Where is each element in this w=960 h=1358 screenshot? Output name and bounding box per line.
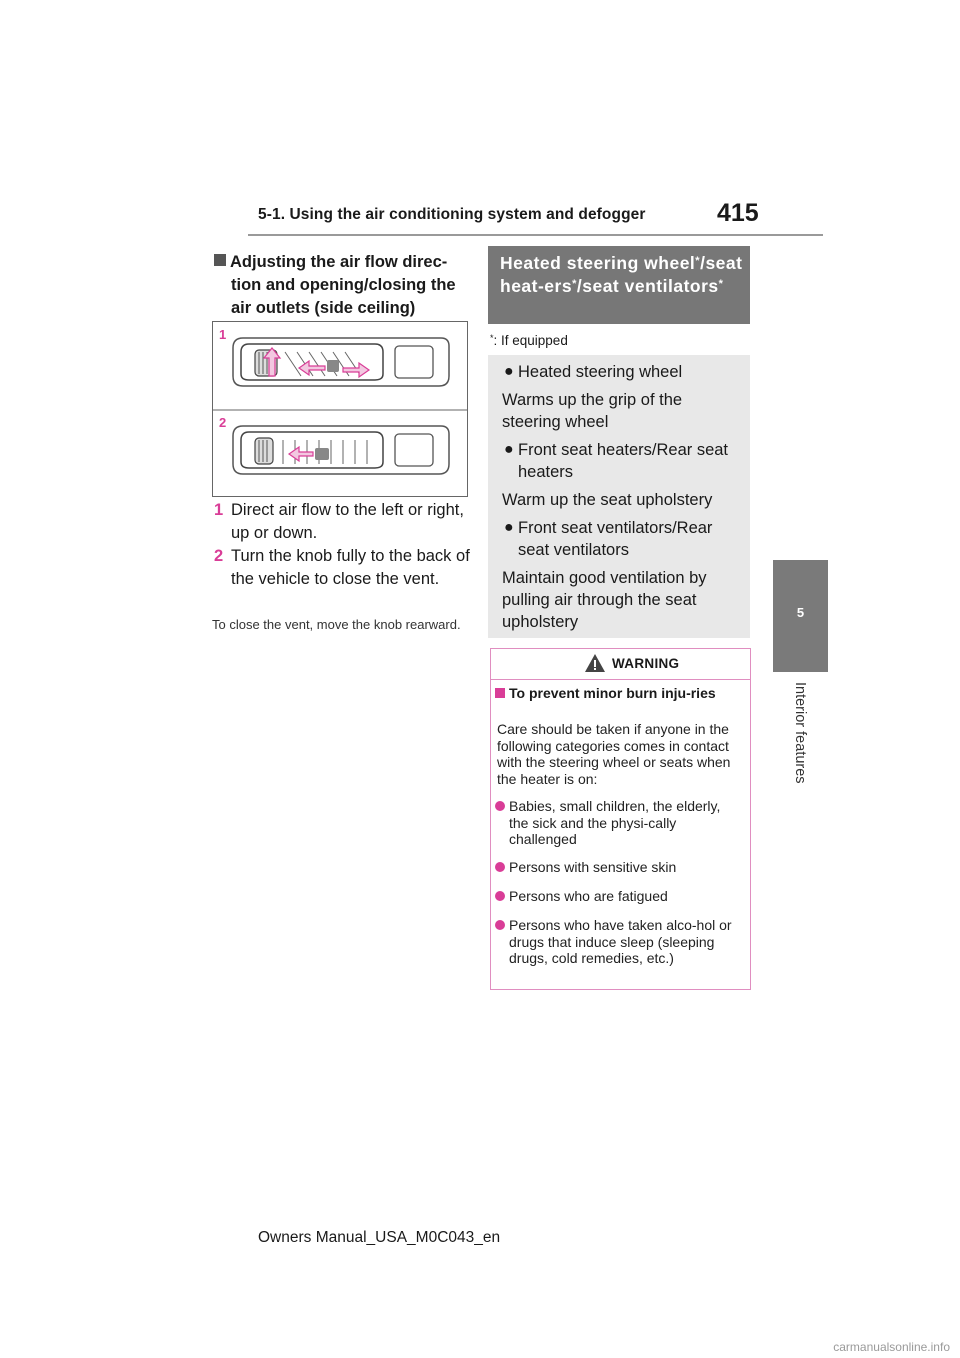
warning-item: Persons with sensitive skin — [495, 859, 741, 876]
footer-doc-id: Owners Manual_USA_M0C043_en — [258, 1229, 501, 1246]
section-title: 5-1. Using the air conditioning system and defogger — [258, 206, 646, 223]
warning-header — [491, 649, 750, 680]
chapter-tab-label: Interior features — [792, 682, 808, 784]
dot-bullet-icon — [495, 920, 505, 930]
warning-item: Persons who have taken alco-hol or drugs that induce sleep (sleeping drugs, cold remedies, etc.) — [495, 917, 741, 967]
subsection-heading-line1: Adjusting the air flow direc- — [230, 253, 448, 271]
page-number: 415 — [717, 199, 759, 227]
bullet-icon: ● — [504, 363, 514, 380]
vent-panel-open — [233, 338, 449, 386]
feature-description: Warms up the grip of the steering wheel — [502, 391, 683, 431]
watermark: carmanualsonline.info — [833, 1340, 950, 1354]
subsection-heading — [214, 251, 474, 320]
vent-diagram — [213, 322, 467, 496]
step-text: Turn the knob fully to the back of the vehicle to close the vent. — [231, 547, 470, 588]
equipment-note-text: : If equipped — [493, 333, 568, 348]
feature-description: Warm up the seat upholstery — [502, 491, 713, 509]
asterisk: * — [490, 333, 494, 343]
asterisk: * — [572, 277, 577, 290]
warning-item: Babies, small children, the elderly, the sick and the physi-cally challenged — [495, 798, 741, 848]
bullet-icon: ● — [504, 441, 514, 458]
bullet-icon: ● — [504, 519, 514, 536]
square-bullet-icon — [214, 254, 226, 266]
asterisk: * — [695, 255, 701, 267]
dot-bullet-icon — [495, 891, 505, 901]
step-number: 2 — [214, 547, 224, 565]
section-heading — [488, 246, 750, 324]
dot-bullet-icon — [495, 801, 505, 811]
feature-title: ● Front seat ventilators/Rear seat ventilators — [504, 519, 713, 559]
asterisk: * — [718, 277, 724, 290]
equipment-note — [490, 333, 568, 348]
close-vent-note: To close the vent, move the knob rearward. — [212, 617, 461, 632]
square-bullet-icon — [495, 688, 505, 698]
chapter-tab-number: 5 — [796, 605, 805, 620]
warning-triangle-icon — [584, 653, 606, 673]
feature-title: ● Front seat heaters/Rear seat heaters — [504, 441, 729, 481]
feature-list — [488, 355, 750, 638]
warning-intro: Care should be taken if anyone in the following categories comes in contact with the steering wheel or seats when the heater is on: — [497, 721, 731, 787]
warning-item: Persons who are fatigued — [495, 888, 741, 905]
subsection-heading-rest: tion and opening/closing the air outlets (side ceiling) — [231, 276, 456, 317]
header-divider — [248, 234, 823, 236]
step-number: 1 — [214, 501, 224, 519]
heading-part-2: /seat heat-ers — [500, 253, 743, 296]
heading-part-3: /seat ventilators — [576, 275, 719, 296]
feature-title: ● Heated steering wheel — [504, 363, 683, 381]
figure-label-1: 1 — [219, 327, 227, 342]
step-text: Direct air flow to the left or right, up or down. — [231, 501, 464, 542]
warning-subheading: To prevent minor burn inju-ries — [495, 685, 741, 702]
step-1 — [214, 499, 474, 545]
vent-panel-close — [233, 426, 449, 474]
vent-illustration — [212, 321, 468, 497]
dot-bullet-icon — [495, 862, 505, 872]
step-2 — [214, 545, 474, 591]
feature-description: Maintain good ventilation by pulling air through the seat upholstery — [502, 569, 707, 631]
warning-box — [490, 648, 751, 990]
figure-label-2: 2 — [219, 415, 227, 430]
heading-part-1: Heated steering wheel — [500, 253, 696, 273]
warning-label: WARNING — [612, 656, 680, 671]
